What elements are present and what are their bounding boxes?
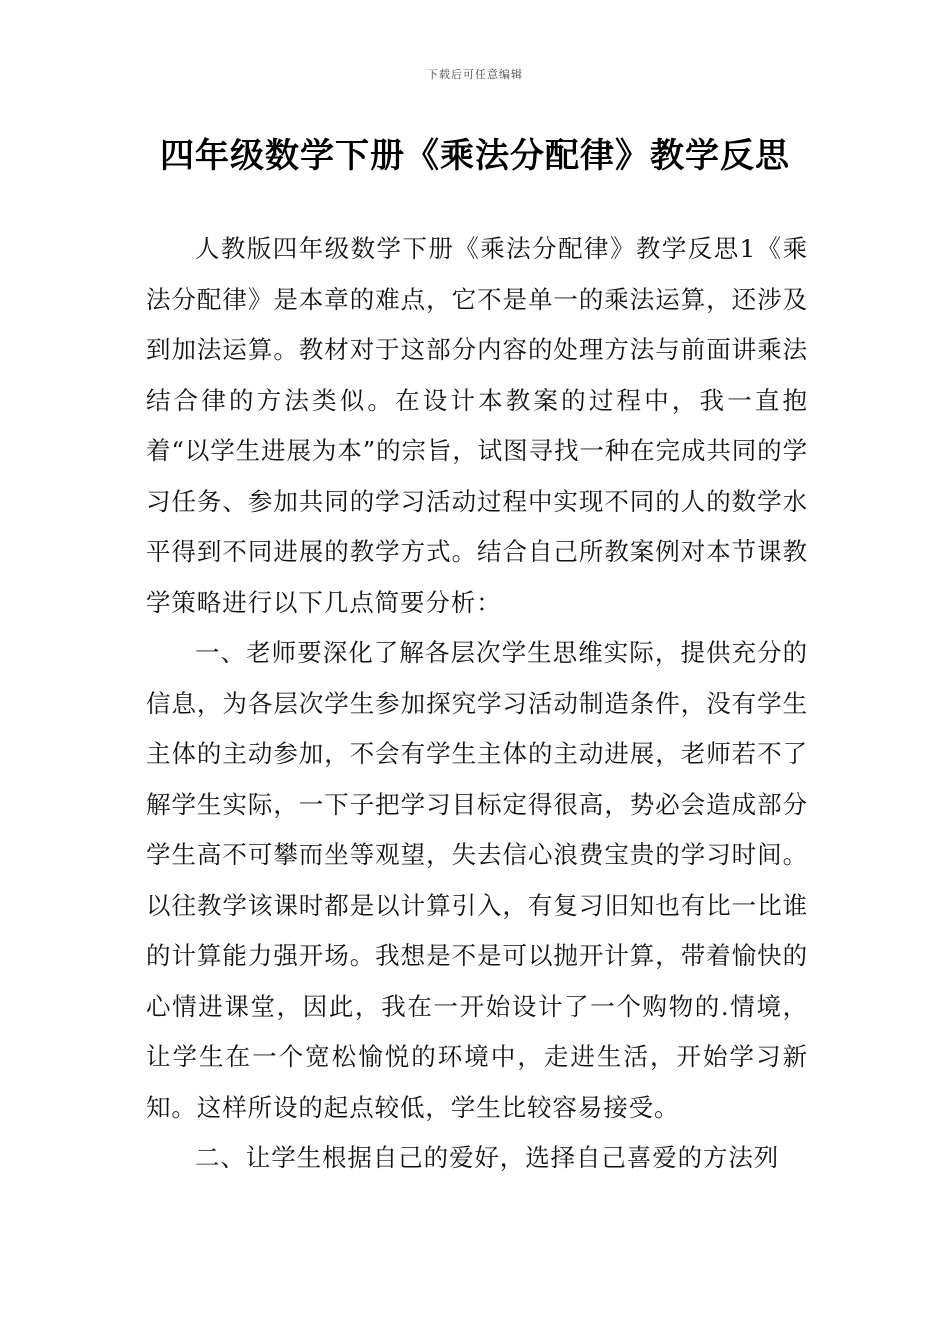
page-title: 四年级数学下册《乘法分配律》教学反思	[160, 136, 790, 176]
paragraph-intro: 人教版四年级数学下册《乘法分配律》教学反思1《乘法分配律》是本章的难点，它不是单一的乘法运算，还涉及到加法运算。教材对于这部分内容的处理方法与前面讲乘法结合律的方法类似。在设计本教案的过程中，我一直抱着“以学生进展为本”的宗旨，试图寻找一种在完成共同的学习任务、参加共同的学习活动过程中实现不同的人的数学水平得到不同进展的教学方式。结合自己所教案例对本节课教学策略进行以下几点简要分析：	[146, 234, 808, 617]
paragraph-point-one: 一、老师要深化了解各层次学生思维实际，提供充分的信息，为各层次学生参加探究学习活动制造条件，没有学生主体的主动参加，不会有学生主体的主动进展，老师若不了解学生实际，一下子把学习目标定得很高，势必会造成部分学生高不可攀而坐等观望，失去信心浪费宝贵的学习时间。以往教学该课时都是以计算引入，有复习旧知也有比一比谁的计算能力强开场。我想是不是可以抛开计算，带着愉快的心情进课堂，因此，我在一开始设计了一个购物的.情境，让学生在一个宽松愉悦的环境中，走进生活，开始学习新知。这样所设的起点较低，学生比较容易接受。	[146, 638, 808, 1122]
document-body	[146, 224, 808, 1184]
paragraph-point-two: 二、让学生根据自己的爱好，选择自己喜爱的方法列	[195, 1143, 780, 1172]
header-note: 下载后可任意编辑	[427, 68, 523, 81]
